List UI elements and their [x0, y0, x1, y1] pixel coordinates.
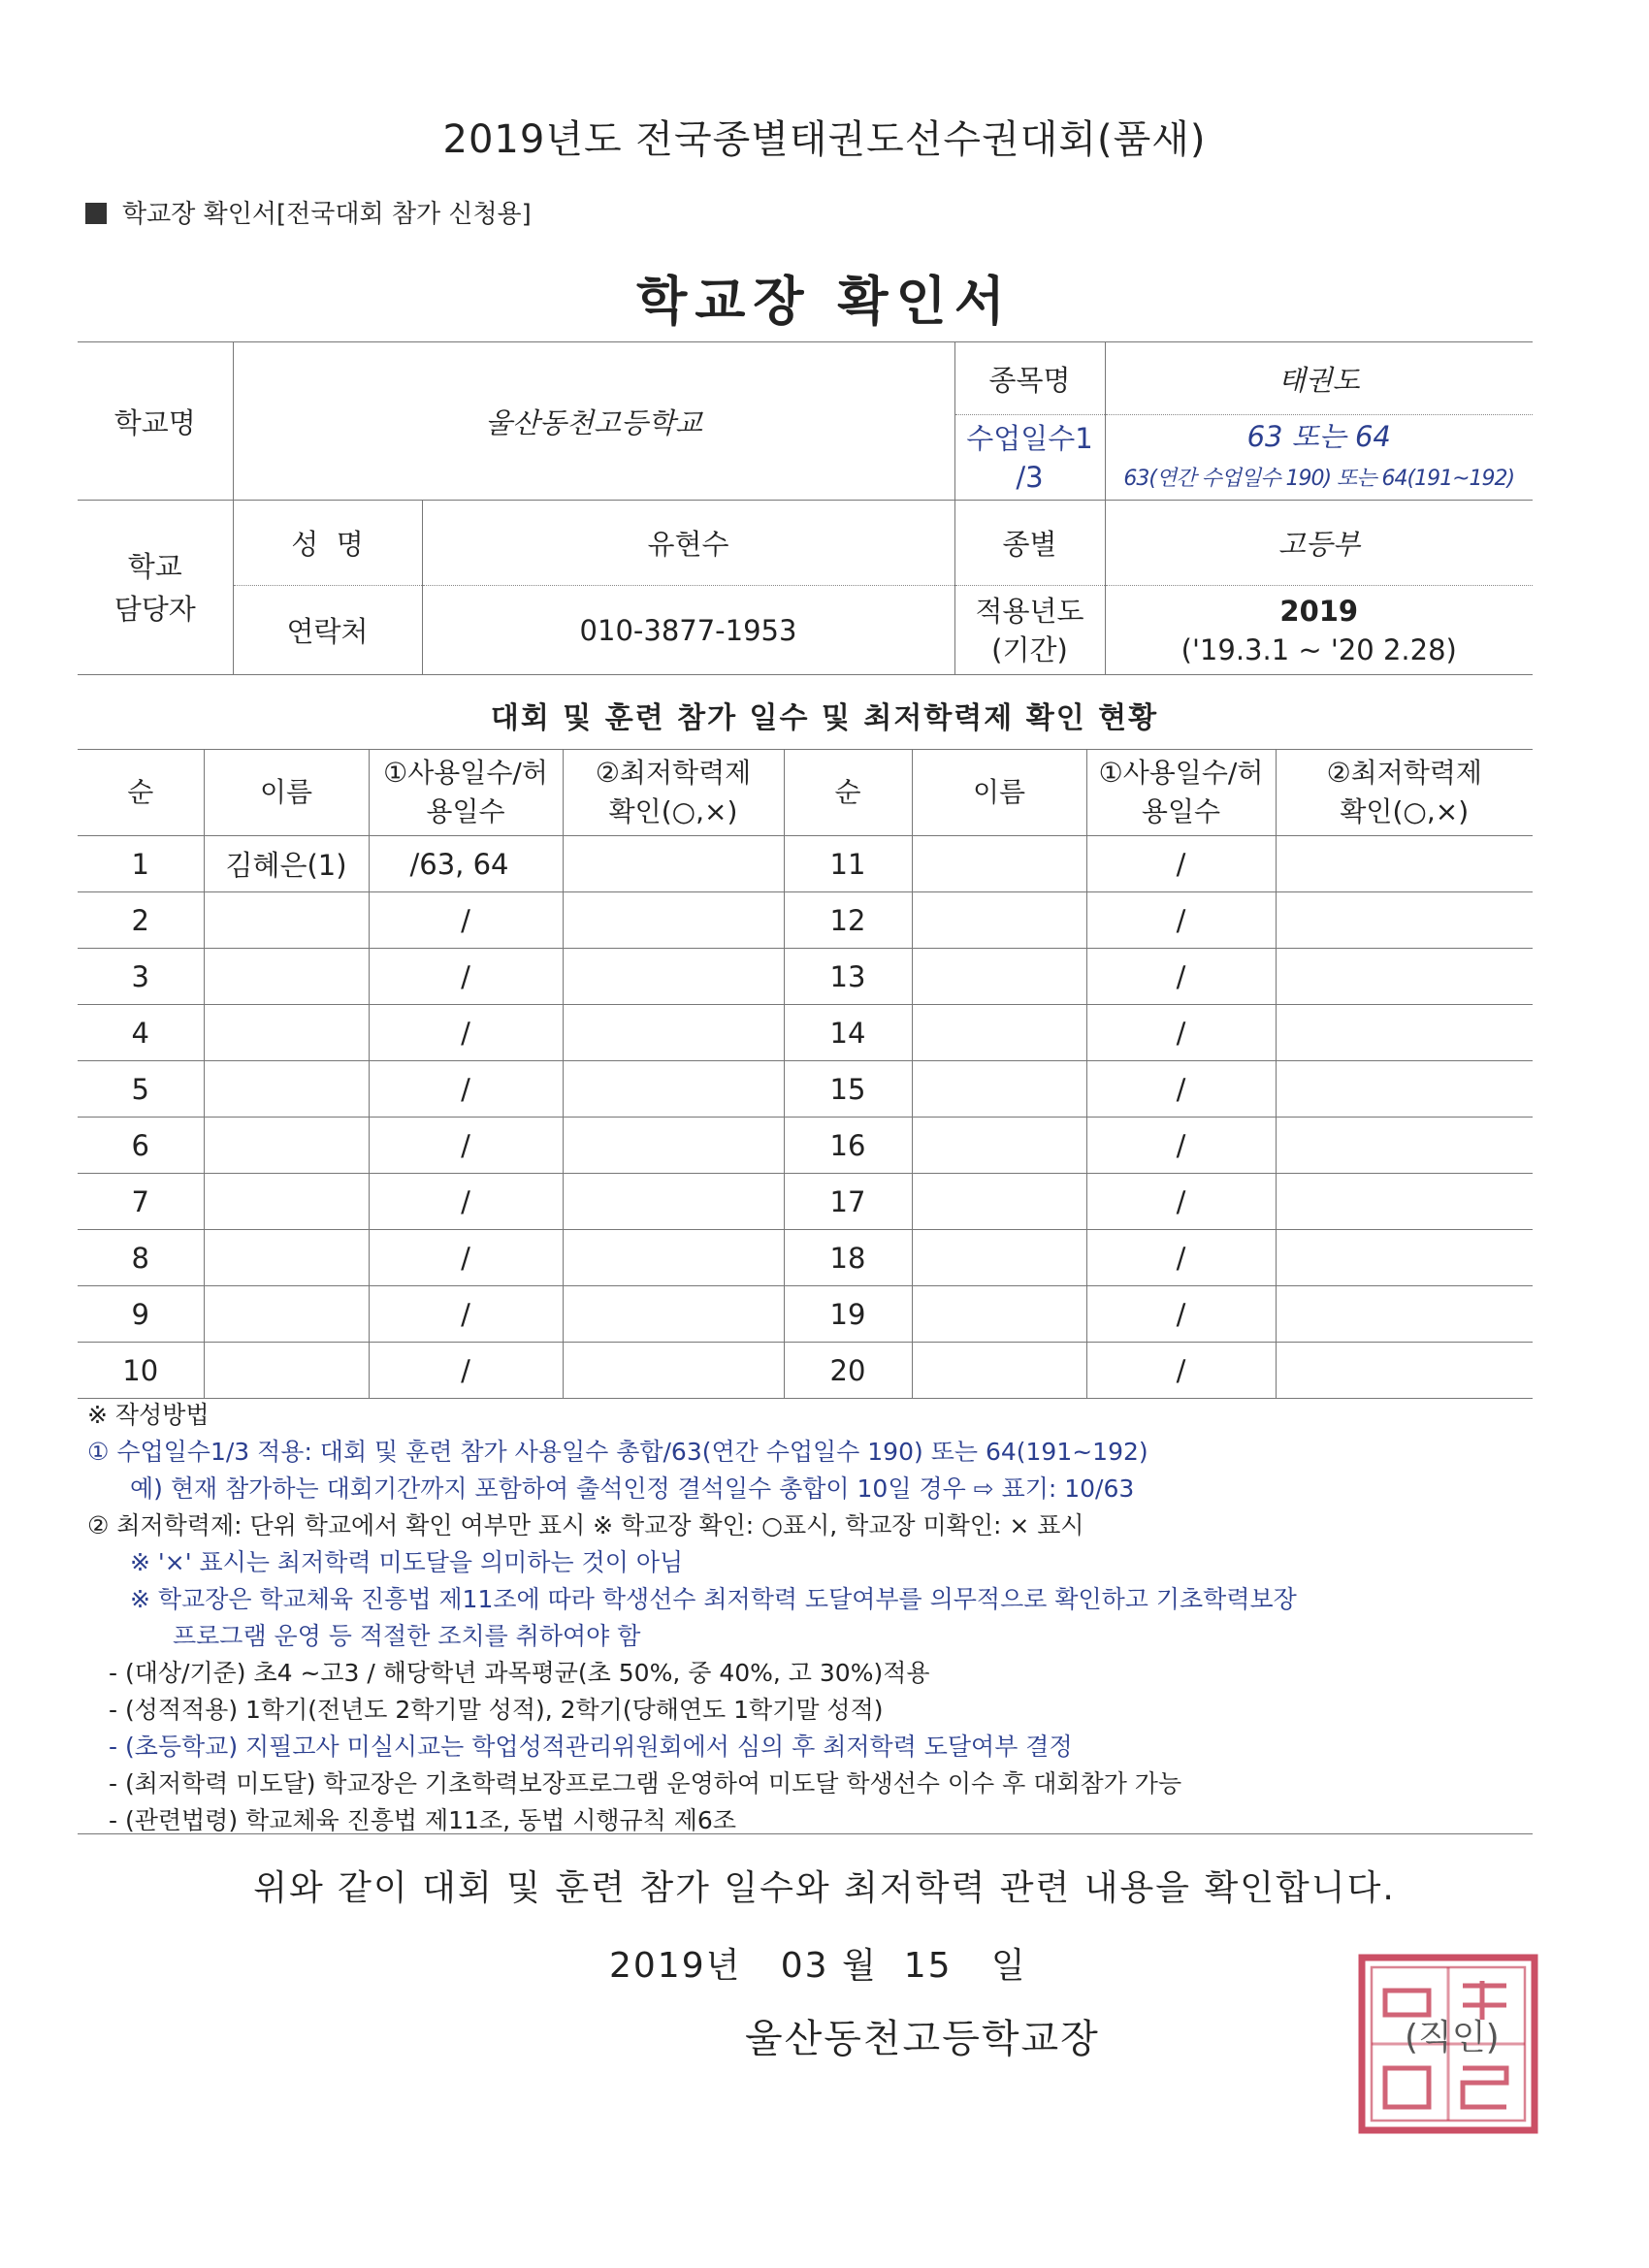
row-name-right [912, 1061, 1086, 1118]
year-value-year: 2019 [1279, 594, 1359, 628]
header-days-left-1: ①사용일수/허 [383, 757, 548, 789]
date-month: 월 [842, 1946, 878, 1986]
table-row [78, 1343, 1533, 1399]
row-days-right: / [1086, 1230, 1276, 1286]
header-days-right-1: ①사용일수/허 [1098, 757, 1264, 789]
name-value: 유현수 [422, 501, 954, 586]
row-check-left [563, 1174, 784, 1230]
principal-name: 울산동천고등학교장 [745, 2017, 1100, 2061]
row-days-left: /63, 64 [369, 836, 563, 892]
row-days-left: / [369, 1061, 563, 1118]
row-days-left: / [369, 1286, 563, 1343]
note-3: ※ '×' 표시는 최저학력 미도달을 의미하는 것이 아님 [130, 1548, 684, 1576]
header-no-right: 순 [784, 750, 912, 836]
row-name-right [912, 1174, 1086, 1230]
row-name-left [204, 1343, 369, 1399]
row-number-right: 17 [784, 1174, 912, 1230]
row-name-left [204, 1061, 369, 1118]
roster-body [78, 836, 1533, 1399]
header-check-left-2: 확인(○,×) [608, 795, 738, 827]
header-check-left-1: ②최저학력제 [595, 757, 752, 789]
row-name-left [204, 1005, 369, 1061]
row-days-right: / [1086, 1118, 1276, 1174]
row-number-left: 1 [78, 836, 204, 892]
table-row [78, 1174, 1533, 1230]
row-days-right: / [1086, 949, 1276, 1005]
row-number-right: 14 [784, 1005, 912, 1061]
row-check-left [563, 1118, 784, 1174]
row-number-left: 2 [78, 892, 204, 949]
square-bullet-icon [85, 203, 107, 224]
row-check-right [1276, 1230, 1533, 1286]
manager-label-2: 담당자 [113, 592, 196, 626]
row-name-left [204, 1230, 369, 1286]
row-days-right: / [1086, 892, 1276, 949]
form-label-text: 학교장 확인서[전국대회 참가 신청용] [122, 200, 532, 229]
row-check-right [1276, 949, 1533, 1005]
contact-label: 연락처 [233, 586, 422, 675]
header-check-right-1: ②최저학력제 [1326, 757, 1482, 789]
year-label-2: (기간) [991, 632, 1068, 666]
notes-section [87, 1397, 1562, 1839]
row-check-right [1276, 1286, 1533, 1343]
row-check-right [1276, 1061, 1533, 1118]
table-row [78, 1230, 1533, 1286]
contact-value: 010-3877-1953 [422, 586, 954, 675]
date-line [609, 1938, 1027, 1988]
table-row [78, 949, 1533, 1005]
year-value-period: ('19.3.1 ~ '20 2.28) [1180, 632, 1457, 666]
row-number-left: 5 [78, 1061, 204, 1118]
header-check-left [563, 750, 784, 836]
table-row [78, 1005, 1533, 1061]
note-4b: 프로그램 운영 등 적절한 조치를 취하여야 함 [173, 1622, 641, 1650]
row-name-left [204, 949, 369, 1005]
row-check-right [1276, 836, 1533, 892]
row-number-left: 8 [78, 1230, 204, 1286]
row-check-left [563, 892, 784, 949]
year-value [1105, 586, 1533, 675]
row-name-left [204, 1174, 369, 1230]
name-label: 성 명 [233, 501, 422, 586]
row-check-left [563, 949, 784, 1005]
row-check-left [563, 1230, 784, 1286]
confirmation-text: 위와 같이 대회 및 훈련 참가 일수와 최저학력 관련 내용을 확인합니다. [253, 1868, 1396, 1908]
days-value [1105, 415, 1533, 501]
info-table [78, 341, 1533, 675]
year-label-1: 적용년도 [975, 594, 1084, 628]
division-label: 종별 [954, 501, 1105, 586]
row-name-right [912, 1343, 1086, 1399]
row-number-left: 10 [78, 1343, 204, 1399]
seal-label: (직인) [1405, 2018, 1500, 2057]
header-no-left: 순 [78, 750, 204, 836]
divider [78, 1833, 1533, 1834]
row-days-left: / [369, 1118, 563, 1174]
days-value-1: 63 또는 64 [1246, 419, 1391, 453]
roster-table [78, 749, 1533, 1399]
header-days-right-2: 용일수 [1141, 795, 1221, 827]
row-days-right: / [1086, 1061, 1276, 1118]
manager-label [78, 501, 233, 675]
row-days-right: / [1086, 1174, 1276, 1230]
row-number-left: 7 [78, 1174, 204, 1230]
row-name-right [912, 1286, 1086, 1343]
note-4: ※ 학교장은 학교체육 진흥법 제11조에 따라 학생선수 최저학력 도달여부를 의무적으로 확인하고 기초학력보장 [130, 1585, 1297, 1613]
row-name-right [912, 1230, 1086, 1286]
row-check-right [1276, 1005, 1533, 1061]
note-8: - (최저학력 미도달) 학교장은 기초학력보장프로그램 운영하여 미도달 학생선수 이수 후 대회참가 가능 [109, 1769, 1182, 1798]
row-check-left [563, 1061, 784, 1118]
row-days-right: / [1086, 1286, 1276, 1343]
row-days-left: / [369, 1230, 563, 1286]
header-check-right [1276, 750, 1533, 836]
header-name-right: 이름 [912, 750, 1086, 836]
date-day-number: 15 [903, 1946, 953, 1986]
row-days-right: / [1086, 1005, 1276, 1061]
row-check-left [563, 1005, 784, 1061]
row-number-right: 13 [784, 949, 912, 1005]
row-days-left: / [369, 1005, 563, 1061]
table-row [78, 836, 1533, 892]
row-days-left: / [369, 949, 563, 1005]
row-days-left: / [369, 892, 563, 949]
row-check-right [1276, 892, 1533, 949]
note-9: - (관련법령) 학교체육 진흥법 제11조, 동법 시행규칙 제6조 [109, 1806, 736, 1834]
year-label [954, 586, 1105, 675]
manager-label-1: 학교 [127, 549, 182, 583]
row-name-right [912, 892, 1086, 949]
row-check-right [1276, 1118, 1533, 1174]
header-check-right-2: 확인(○,×) [1340, 795, 1470, 827]
row-number-right: 11 [784, 836, 912, 892]
row-name-right [912, 836, 1086, 892]
row-check-left [563, 836, 784, 892]
note-1: ① 수업일수1/3 적용: 대회 및 훈련 참가 사용일수 총합/63(연간 수업일수 190) 또는 64(191~192) [87, 1438, 1148, 1466]
header-days-left-2: 용일수 [426, 795, 505, 827]
date-year: 2019년 [609, 1946, 742, 1986]
row-name-left [204, 1118, 369, 1174]
row-number-right: 16 [784, 1118, 912, 1174]
days-label-1: 수업일수1 [966, 421, 1093, 455]
table-row [78, 1118, 1533, 1174]
row-days-right: / [1086, 1343, 1276, 1399]
note-6: - (성적적용) 1학기(전년도 2학기말 성적), 2학기(당해연도 1학기말 성적) [109, 1696, 884, 1724]
notes-title: ※ 작성방법 [87, 1401, 210, 1429]
division-value: 고등부 [1105, 501, 1533, 586]
row-number-right: 19 [784, 1286, 912, 1343]
days-label [954, 415, 1105, 501]
note-7: - (초등학교) 지필고사 미실시교는 학업성적관리위원회에서 심의 후 최저학력 도달여부 결정 [109, 1733, 1073, 1761]
row-number-right: 12 [784, 892, 912, 949]
row-name-left [204, 892, 369, 949]
note-2: ② 최저학력제: 단위 학교에서 확인 여부만 표시 ※ 학교장 확인: ○표시, 학교장 미확인: × 표시 [87, 1511, 1084, 1539]
document-title: 학교장 확인서 [636, 271, 1013, 332]
competition-title: 2019년도 전국종별태권도선수권대회(품새) [442, 117, 1207, 162]
row-days-right: / [1086, 836, 1276, 892]
row-check-right [1276, 1174, 1533, 1230]
status-heading: 대회 및 훈련 참가 일수 및 최저학력제 확인 현황 [490, 701, 1159, 735]
school-label: 학교명 [78, 342, 233, 501]
date-month-number: 03 [780, 1946, 829, 1986]
row-number-right: 18 [784, 1230, 912, 1286]
header-name-left: 이름 [204, 750, 369, 836]
row-check-left [563, 1343, 784, 1399]
row-check-left [563, 1286, 784, 1343]
row-number-left: 9 [78, 1286, 204, 1343]
row-number-right: 20 [784, 1343, 912, 1399]
row-name-right [912, 1005, 1086, 1061]
days-value-2: 63(연간 수업일수 190) 또는 64(191~192) [1123, 466, 1515, 491]
row-name-left: 김혜은(1) [204, 836, 369, 892]
table-row [78, 1061, 1533, 1118]
row-name-right [912, 949, 1086, 1005]
date-day: 일 [990, 1946, 1027, 1986]
row-days-left: / [369, 1343, 563, 1399]
row-number-left: 4 [78, 1005, 204, 1061]
table-row [78, 1286, 1533, 1343]
note-1b: 예) 현재 참가하는 대회기간까지 포함하여 출석인정 결석일수 총합이 10일 경우 ⇨ 표기: 10/63 [130, 1474, 1135, 1503]
table-row [78, 892, 1533, 949]
event-label: 종목명 [954, 342, 1105, 415]
note-5: - (대상/기준) 초4 ~고3 / 해당학년 과목평균(초 50%, 중 40%, 고 30%)적용 [109, 1659, 930, 1687]
row-number-left: 3 [78, 949, 204, 1005]
roster-header-row [78, 750, 1533, 836]
row-number-left: 6 [78, 1118, 204, 1174]
row-name-right [912, 1118, 1086, 1174]
form-label [85, 194, 532, 230]
school-value: 울산동천고등학교 [233, 342, 954, 501]
event-value: 태권도 [1105, 342, 1533, 415]
row-number-right: 15 [784, 1061, 912, 1118]
row-name-left [204, 1286, 369, 1343]
header-days-right [1086, 750, 1276, 836]
row-check-right [1276, 1343, 1533, 1399]
header-days-left [369, 750, 563, 836]
row-days-left: / [369, 1174, 563, 1230]
days-label-2: /3 [1016, 460, 1044, 494]
